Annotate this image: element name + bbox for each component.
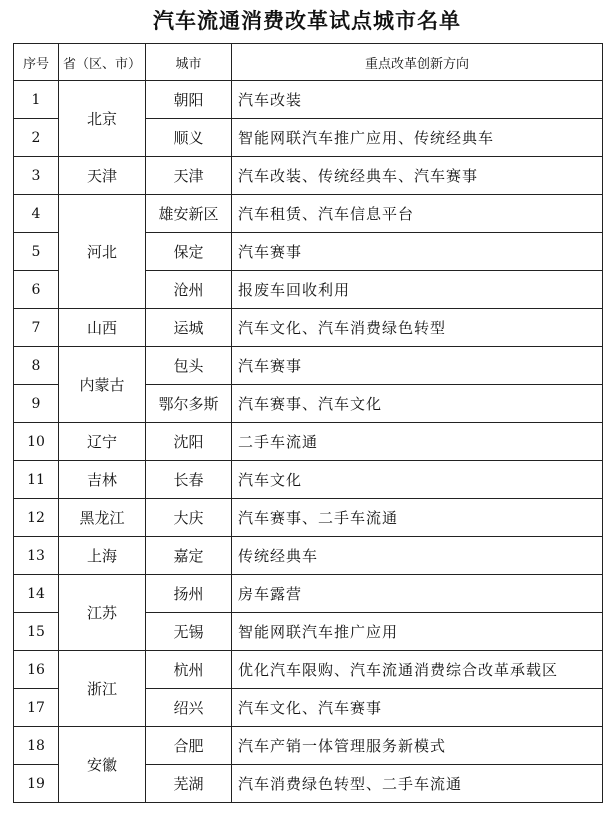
province-cell: 天津 — [59, 157, 146, 195]
seq-cell: 5 — [14, 233, 59, 271]
city-cell: 长春 — [146, 461, 232, 499]
seq-cell: 15 — [14, 613, 59, 651]
direction-cell: 汽车产销一体管理服务新模式 — [232, 727, 603, 765]
direction-cell: 传统经典车 — [232, 537, 603, 575]
direction-cell: 汽车赛事 — [232, 347, 603, 385]
seq-cell: 13 — [14, 537, 59, 575]
province-cell: 安徽 — [59, 727, 146, 803]
direction-cell: 智能网联汽车推广应用 — [232, 613, 603, 651]
table-row — [14, 651, 603, 689]
header-city: 城市 — [146, 44, 232, 81]
province-cell: 辽宁 — [59, 423, 146, 461]
direction-cell: 汽车赛事、二手车流通 — [232, 499, 603, 537]
city-cell: 扬州 — [146, 575, 232, 613]
city-cell: 天津 — [146, 157, 232, 195]
direction-cell: 优化汽车限购、汽车流通消费综合改革承载区 — [232, 651, 603, 689]
seq-cell: 8 — [14, 347, 59, 385]
city-cell: 大庆 — [146, 499, 232, 537]
seq-cell: 7 — [14, 309, 59, 347]
direction-cell: 汽车文化 — [232, 461, 603, 499]
table-row — [14, 423, 603, 461]
direction-cell: 汽车赛事 — [232, 233, 603, 271]
table-row — [14, 347, 603, 385]
table-row — [14, 727, 603, 765]
seq-cell: 17 — [14, 689, 59, 727]
direction-cell: 汽车文化、汽车消费绿色转型 — [232, 309, 603, 347]
direction-cell: 汽车赛事、汽车文化 — [232, 385, 603, 423]
city-cell: 运城 — [146, 309, 232, 347]
seq-cell: 10 — [14, 423, 59, 461]
header-direction: 重点改革创新方向 — [232, 44, 603, 81]
city-cell: 芜湖 — [146, 765, 232, 803]
direction-cell: 报废车回收利用 — [232, 271, 603, 309]
seq-cell: 16 — [14, 651, 59, 689]
seq-cell: 2 — [14, 119, 59, 157]
city-cell: 保定 — [146, 233, 232, 271]
seq-cell: 1 — [14, 81, 59, 119]
province-cell: 上海 — [59, 537, 146, 575]
document-title: 汽车流通消费改革试点城市名单 — [153, 8, 461, 33]
direction-cell: 二手车流通 — [232, 423, 603, 461]
table-row — [14, 309, 603, 347]
city-cell: 包头 — [146, 347, 232, 385]
city-cell: 沧州 — [146, 271, 232, 309]
seq-cell: 9 — [14, 385, 59, 423]
table-row — [14, 461, 603, 499]
table-row — [14, 81, 603, 119]
seq-cell: 18 — [14, 727, 59, 765]
header-seq: 序号 — [14, 44, 59, 81]
seq-cell: 12 — [14, 499, 59, 537]
city-cell: 杭州 — [146, 651, 232, 689]
city-cell: 嘉定 — [146, 537, 232, 575]
seq-cell: 6 — [14, 271, 59, 309]
table-row — [14, 537, 603, 575]
table-header-row — [14, 44, 603, 81]
direction-cell: 汽车文化、汽车赛事 — [232, 689, 603, 727]
province-cell: 北京 — [59, 81, 146, 157]
city-cell: 无锡 — [146, 613, 232, 651]
province-cell: 山西 — [59, 309, 146, 347]
seq-cell: 4 — [14, 195, 59, 233]
direction-cell: 汽车消费绿色转型、二手车流通 — [232, 765, 603, 803]
table-row — [14, 157, 603, 195]
province-cell: 江苏 — [59, 575, 146, 651]
province-cell: 浙江 — [59, 651, 146, 727]
city-cell: 朝阳 — [146, 81, 232, 119]
province-cell: 黑龙江 — [59, 499, 146, 537]
direction-cell: 智能网联汽车推广应用、传统经典车 — [232, 119, 603, 157]
direction-cell: 房车露营 — [232, 575, 603, 613]
direction-cell: 汽车改装、传统经典车、汽车赛事 — [232, 157, 603, 195]
table-row — [14, 575, 603, 613]
direction-cell: 汽车改装 — [232, 81, 603, 119]
city-cell: 鄂尔多斯 — [146, 385, 232, 423]
province-cell: 河北 — [59, 195, 146, 309]
city-cell: 沈阳 — [146, 423, 232, 461]
direction-cell: 汽车租赁、汽车信息平台 — [232, 195, 603, 233]
city-cell: 雄安新区 — [146, 195, 232, 233]
table-row — [14, 499, 603, 537]
province-cell: 吉林 — [59, 461, 146, 499]
city-cell: 顺义 — [146, 119, 232, 157]
table-row — [14, 195, 603, 233]
city-cell: 合肥 — [146, 727, 232, 765]
province-cell: 内蒙古 — [59, 347, 146, 423]
seq-cell: 3 — [14, 157, 59, 195]
seq-cell: 11 — [14, 461, 59, 499]
header-province: 省（区、市） — [59, 44, 146, 81]
city-cell: 绍兴 — [146, 689, 232, 727]
seq-cell: 19 — [14, 765, 59, 803]
seq-cell: 14 — [14, 575, 59, 613]
pilot-cities-table — [13, 43, 603, 803]
